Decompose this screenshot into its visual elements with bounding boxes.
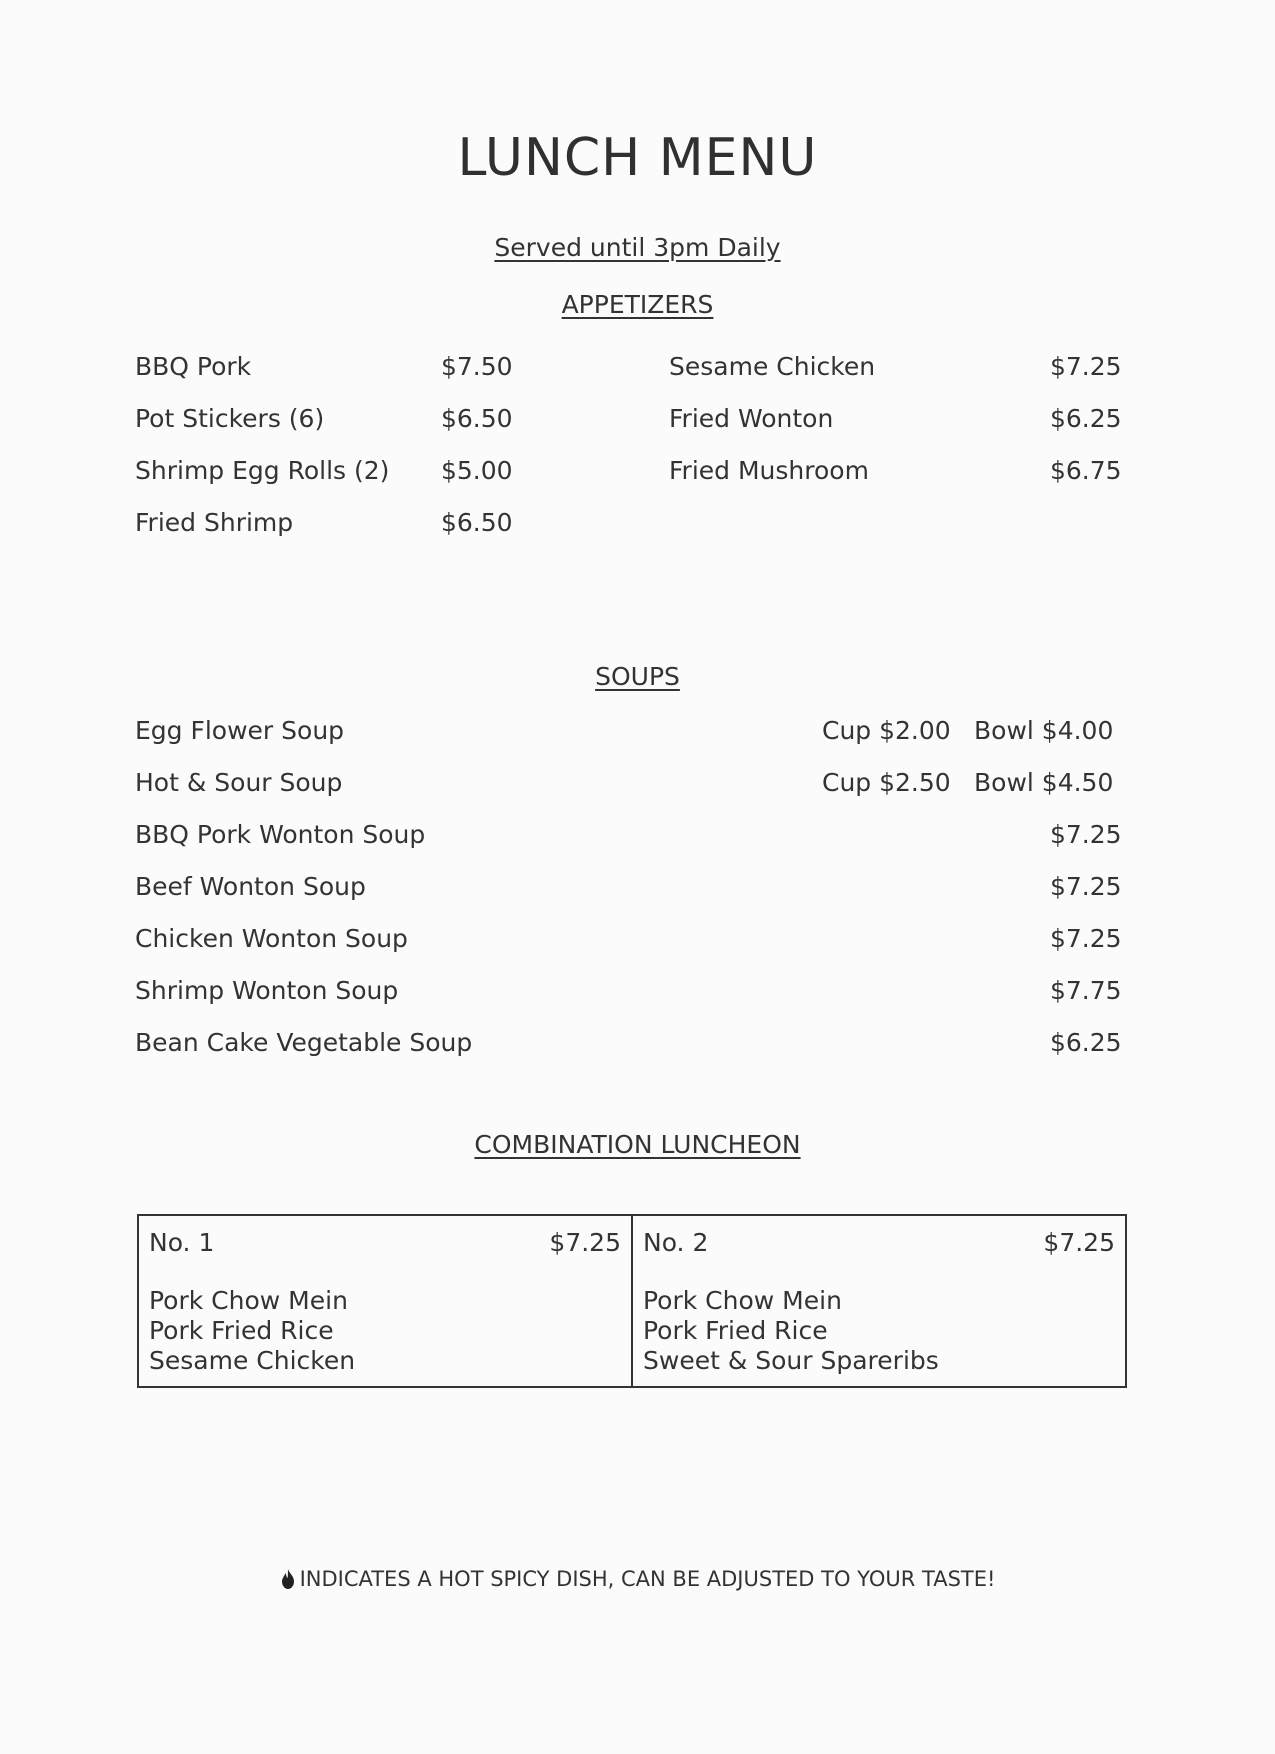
service-hours: Served until 3pm Daily [494,233,781,262]
soup-price: $7.25 [1050,820,1122,849]
combination-table [137,1214,1127,1388]
combo-price: $7.25 [1043,1228,1115,1257]
soup-name: Beef Wonton Soup [135,872,366,901]
combo-item: Pork Chow Mein [643,1286,842,1315]
appetizer-price: $6.50 [441,508,513,537]
soup-price: $7.75 [1050,976,1122,1005]
appetizer-name: Pot Stickers (6) [135,404,325,433]
appetizer-name: Sesame Chicken [669,352,876,381]
combo-item: Pork Fried Rice [149,1316,334,1345]
combo-name: No. 1 [149,1228,215,1257]
appetizer-price: $6.25 [1050,404,1122,433]
combo-no-1 [139,1216,631,1386]
combo-name: No. 2 [643,1228,709,1257]
soup-name: Hot & Sour Soup [135,768,343,797]
soup-name: Egg Flower Soup [135,716,345,745]
flame-icon [280,1569,296,1589]
soup-price: $7.25 [1050,872,1122,901]
soup-bowl-price: Bowl $4.50 [974,768,1114,797]
combo-no-2 [631,1216,1125,1386]
spicy-notice [0,1567,1275,1591]
appetizer-name: Fried Wonton [669,404,834,433]
soup-price: $7.25 [1050,924,1122,953]
appetizer-price: $7.25 [1050,352,1122,381]
appetizer-name: Fried Mushroom [669,456,869,485]
soup-price: $6.25 [1050,1028,1122,1057]
appetizer-name: Shrimp Egg Rolls (2) [135,456,390,485]
soup-name: Shrimp Wonton Soup [135,976,399,1005]
soups-heading: SOUPS [595,662,680,691]
combo-item: Sweet & Sour Spareribs [643,1346,939,1375]
appetizer-price: $5.00 [441,456,513,485]
page-title: LUNCH MENU [457,128,818,188]
appetizers-heading: APPETIZERS [561,290,714,319]
combo-items [149,1286,355,1376]
appetizer-price: $6.75 [1050,456,1122,485]
appetizer-price: $7.50 [441,352,513,381]
combo-price: $7.25 [549,1228,621,1257]
soup-name: Bean Cake Vegetable Soup [135,1028,473,1057]
combo-item: Pork Fried Rice [643,1316,828,1345]
appetizer-price: $6.50 [441,404,513,433]
soup-cup-price: Cup $2.50 [822,768,951,797]
combo-item: Sesame Chicken [149,1346,356,1375]
appetizer-name: BBQ Pork [135,352,252,381]
combination-heading: COMBINATION LUNCHEON [474,1130,801,1159]
soup-bowl-price: Bowl $4.00 [974,716,1114,745]
soup-cup-price: Cup $2.00 [822,716,951,745]
soup-name: BBQ Pork Wonton Soup [135,820,426,849]
spicy-notice-text: INDICATES A HOT SPICY DISH, CAN BE ADJUSTED TO YOUR TASTE! [299,1567,996,1591]
soup-name: Chicken Wonton Soup [135,924,408,953]
combo-item: Pork Chow Mein [149,1286,348,1315]
appetizer-name: Fried Shrimp [135,508,294,537]
combo-items [643,1286,939,1376]
